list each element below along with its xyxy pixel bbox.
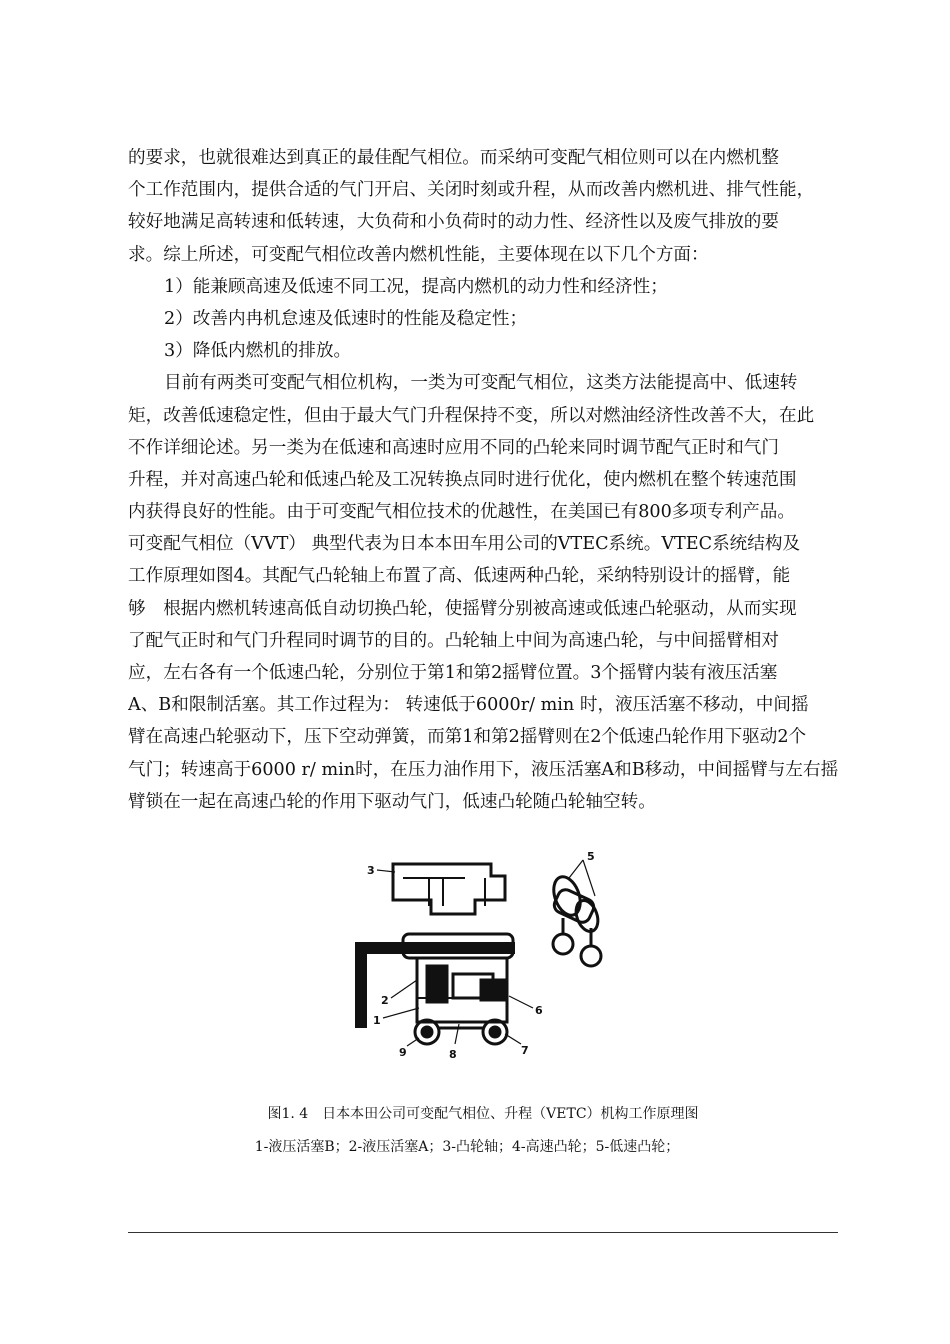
label-9: 9 — [399, 1046, 407, 1059]
text-line: 目前有两类可变配气相位机构，一类为可变配气相位，这类方法能提高中、低速转 — [164, 373, 798, 394]
text-line: 1）能兼顾高速及低速不同工况，提高内燃机的动力性和经济性； — [164, 276, 668, 297]
text-line: 个工作范围内，提供合适的气门开启、关闭时刻或升程，从而改善内燃机进、排气性能， — [128, 180, 815, 201]
text-line: 够 根据内燃机转速高低自动切换凸轮，使摇臂分别被高速或低速凸轮驱动，从而实现 — [128, 598, 797, 619]
text-line: 臂锁在一起在高速凸轮的作用下驱动气门，低速凸轮随凸轮轴空转。 — [128, 791, 656, 812]
text-line: 不作详细论述。另一类为在低速和高速时应用不同的凸轮来同时调节配气正时和气门 — [128, 437, 779, 458]
figure-caption-legend: 1-液压活塞B；2-液压活塞A；3-凸轮轴；4-高速凸轮；5-低速凸轮； — [254, 1139, 680, 1155]
text-line: A、B和限制活塞。其工作过程为： 转速低于6000r/ min 时，液压活塞不移动，中间摇 — [128, 695, 809, 716]
text-line: 应，左右各有一个低速凸轮，分别位于第1和第2摇臂位置。3个摇臂内装有液压活塞 — [128, 663, 778, 683]
figure-caption-title: 图1. 4 日本本田公司可变配气相位、升程（VETC）机构工作原理图 — [267, 1106, 699, 1122]
label-6: 6 — [535, 1004, 543, 1017]
label-3: 3 — [367, 864, 375, 877]
label-2: 2 — [381, 994, 389, 1007]
text-line: 工作原理如图4。其配气凸轮轴上布置了高、低速两种凸轮，采纳特别设计的摇臂，能 — [128, 566, 791, 587]
footer-divider — [128, 1232, 838, 1233]
text-line: 3）降低内燃机的排放。 — [164, 341, 352, 362]
text-line: 2）改善内冉机怠速及低速时的性能及稳定性； — [164, 308, 528, 329]
label-5: 5 — [587, 850, 595, 863]
label-1: 1 — [373, 1014, 381, 1027]
text-line: 内获得良好的性能。由于可变配气相位技术的优越性，在美国已有800多项专利产品。 — [128, 502, 795, 523]
vtec-mechanism-diagram — [355, 848, 605, 1073]
text-line: 升程，并对高速凸轮和低速凸轮及工况转换点同时进行优化，使内燃机在整个转速范围 — [128, 469, 797, 490]
label-7: 7 — [521, 1044, 529, 1057]
text-line: 较好地满足高转速和低转速，大负荷和小负荷时的动力性、经济性以及废气排放的要 — [128, 212, 779, 233]
text-line: 可变配气相位（VVT） 典型代表为日本本田车用公司的VTEC系统。VTEC系统结构及 — [128, 534, 801, 555]
text-line: 的要求，也就很难达到真正的最佳配气相位。而采纳可变配气相位则可以在内燃机整 — [128, 148, 779, 168]
body-text — [128, 142, 840, 818]
text-line: 臂在高速凸轮驱动下，压下空动弹簧，而第1和第2摇臂则在2个低速凸轮作用下驱动2个 — [128, 727, 807, 748]
text-line: 了配气正时和气门升程同时调节的目的。凸轮轴上中间为高速凸轮，与中间摇臂相对 — [128, 630, 779, 651]
label-8: 8 — [449, 1048, 457, 1061]
text-line: 求。综上所述，可变配气相位改善内燃机性能，主要体现在以下几个方面： — [128, 244, 709, 265]
text-line: 气门；转速高于6000 r/ min时，在压力油作用下，液压活塞A和B移动，中间摇臂与左右摇 — [128, 759, 839, 780]
text-line: 矩，改善低速稳定性，但由于最大气门升程保持不变，所以对燃油经济性改善不大，在此 — [128, 405, 815, 426]
